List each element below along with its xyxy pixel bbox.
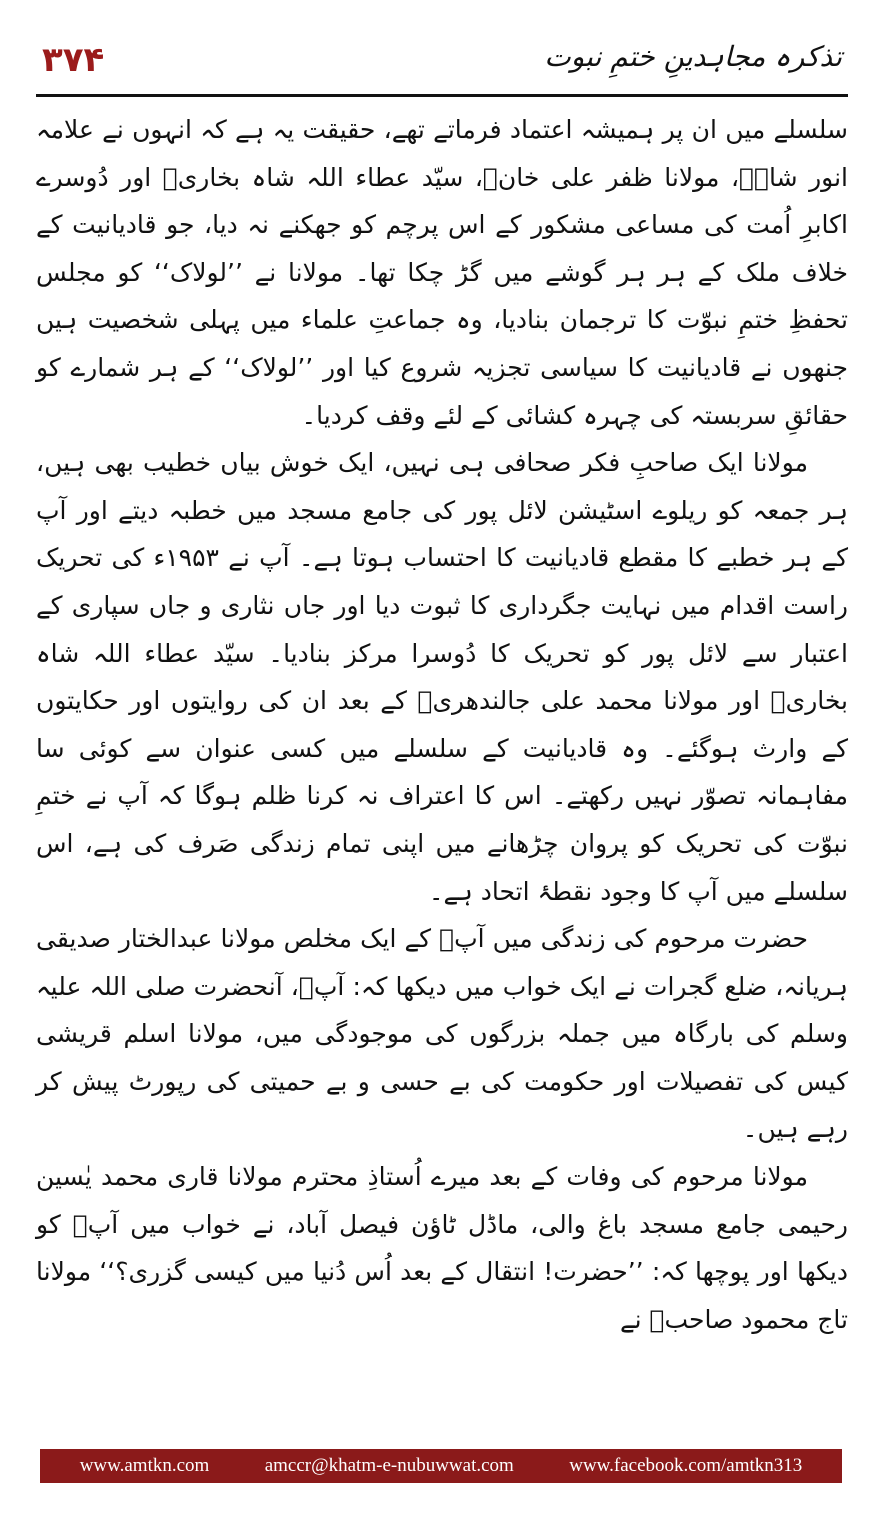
paragraph: مولانا مرحوم کی وفات کے بعد میرے اُستاذِ محترم مولانا قاری محمد یٰسین رحیمی جامع مسجد باغ والی، ماڈل ٹاؤن فیصل آباد، نے خواب میں آپؒ کو دیکھا اور پوچھا کہ: ’’حضرت! انتقال کے بعد اُس دُنیا میں کیسی گزری؟‘‘ مولانا تاج محمود صاحبؒ نے [36,1162,848,1334]
page-header [36,30,848,92]
footer-email-link[interactable]: amccr@khatm-e-nubuwwat.com [264,1455,514,1476]
footer-facebook-link[interactable]: www.facebook.com/amtkn313 [569,1455,803,1476]
paragraph: سلسلے میں ان پر ہمیشہ اعتماد فرماتے تھے، حقیقت یہ ہے کہ انہوں نے علامہ انور شاہؒ، مولانا ظفر علی خانؒ، سیّد عطاء اللہ شاہ بخاریؒ اور دُوسرے اکابرِ اُمت کی مساعی مشکور کے اس پرچم کو جھکنے نہ دیا، جو قادیانیت کے خلاف ملک کے ہر ہر گوشے میں گڑ چکا تھا۔ مولانا نے ’’لولاک‘‘ کو مجلس تحفظِ ختمِ نبوّت کا ترجمان بنادیا، وہ جماعتِ علماء میں پہلی شخصیت ہیں جنھوں نے قادیانیت کا سیاسی تجزیہ شروع کیا اور ’’لولاک‘‘ کے ہر شمارے کو حقائقِ سربستہ کی چہرہ کشائی کے لئے وقف کردیا۔ [36,115,848,430]
body-text [36,106,848,1343]
paragraph: مولانا ایک صاحبِ فکر صحافی ہی نہیں، ایک خوش بیاں خطیب بھی ہیں، ہر جمعہ کو ریلوے اسٹیشن لائل پور کی جامع مسجد میں خطبہ دیتے اور آپ کے ہر خطبے کا مقطع قادیانیت کا احتساب ہوتا ہے۔ آپ نے ۱۹۵۳ء کی تحریک راست اقدام میں نہایت جگرداری کا ثبوت دیا اور جاں نثاری و جاں سپاری کے اعتبار سے لائل پور کو تحریک کا دُوسرا مرکز بنادیا۔ سیّد عطاء اللہ شاہ بخاریؒ اور مولانا محمد علی جالندھریؒ کے بعد ان کی روایتوں اور حکایتوں کے وارث ہوگئے۔ وہ قادیانیت کے سلسلے میں کسی عنوان سے کوئی سا مفاہمانہ تصوّر نہیں رکھتے۔ اس کا اعتراف نہ کرنا ظلم ہوگا کہ آپ نے ختمِ نبوّت کی تحریک کو پروان چڑھانے میں اپنی تمام زندگی صَرف کی ہے، اس سلسلے میں آپ کا وجود نقطۂ اتحاد ہے۔ [36,448,848,906]
book-title: تذکرہ مجاہدینِ ختمِ نبوت [544,40,842,73]
footer-bar [40,1449,842,1483]
page-number: ۳۷۴ [42,40,105,80]
footer-website-link[interactable]: www.amtkn.com [79,1455,210,1476]
header-divider [36,94,848,97]
paragraph: حضرت مرحوم کی زندگی میں آپؒ کے ایک مخلص مولانا عبدالختار صدیقی ہریانہ، ضلع گجرات نے ایک خواب میں دیکھا کہ: آپؒ، آنحضرت صلی اللہ علیہ وسلم کی بارگاہ میں جملہ بزرگوں کی موجودگی میں، مولانا اسلم قریشی کیس کی تفصیلات اور حکومت کی بے حسی و بے حمیتی کی رپورٹ پیش کر رہے ہیں۔ [36,924,848,1144]
